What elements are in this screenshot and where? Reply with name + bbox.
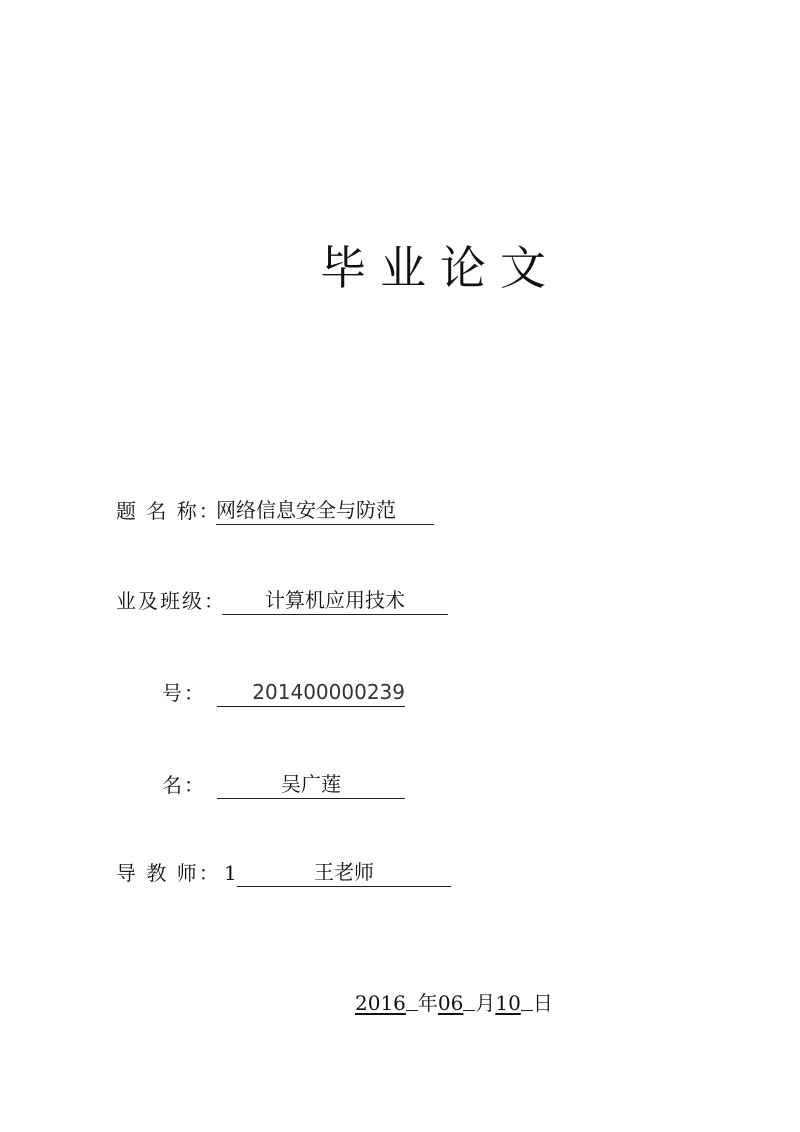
name-label: 名： [162, 773, 206, 797]
student-id-value: 201400000239 [217, 678, 405, 707]
student-id-label: 号： [162, 681, 206, 705]
date-month: 06 [437, 991, 464, 1015]
date-month-unit: 月 [475, 991, 496, 1015]
major-class-value: 计算机应用技术 [222, 586, 448, 615]
advisor-value: 王老师 [237, 858, 451, 887]
advisor-label: 导 教 师： [116, 861, 221, 885]
document-title: 毕业论文 [320, 241, 560, 295]
date-day: 10 [495, 991, 521, 1015]
date-year-unit: 年 [417, 991, 438, 1015]
topic-value: 网络信息安全与防范 [216, 496, 434, 525]
advisor-prefix: 1 [224, 861, 237, 885]
topic-label: 题 名 称： [116, 499, 221, 523]
major-class-label: 业及班级： [116, 589, 226, 613]
name-value: 吴广莲 [217, 770, 405, 799]
date-year: 2016 [355, 991, 406, 1015]
date-day-unit: 日 [532, 991, 553, 1015]
submission-date [355, 988, 553, 1018]
